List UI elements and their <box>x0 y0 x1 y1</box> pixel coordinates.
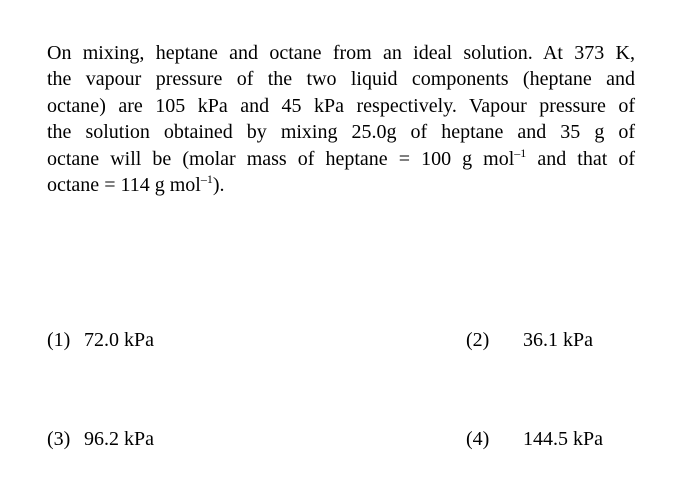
question-line <box>47 172 635 198</box>
question-line: the solution obtained by mixing 25.0g of heptane and 35 g of <box>47 121 635 144</box>
option-number: (3) <box>47 428 71 450</box>
question-line-text: octane will be (molar mass of heptane = 100 g mol <box>47 147 515 170</box>
question-text <box>47 40 635 198</box>
option-number: (4) <box>466 428 490 450</box>
answer-option-2[interactable] <box>466 328 593 352</box>
option-number: (1) <box>47 329 71 351</box>
option-value: 72.0 kPa <box>84 329 154 351</box>
answer-option-1[interactable] <box>47 328 154 352</box>
superscript: –1 <box>514 145 527 160</box>
option-value: 96.2 kPa <box>84 428 154 450</box>
question-line-tail: ). <box>212 174 225 197</box>
question-line: octane) are 105 kPa and 45 kPa respectively. Vapour pressure of <box>47 94 635 117</box>
answer-option-4[interactable] <box>466 427 603 451</box>
superscript: –1 <box>200 172 213 187</box>
question-line: On mixing, heptane and octane from an ideal solution. At 373 K, <box>47 42 635 64</box>
question-line-tail: and that of <box>526 147 635 170</box>
option-value: 144.5 kPa <box>523 428 603 450</box>
question-line <box>47 146 635 172</box>
option-value: 36.1 kPa <box>523 329 593 351</box>
question-line: the vapour pressure of the two liquid components (heptane and <box>47 68 635 91</box>
answer-option-3[interactable] <box>47 427 154 451</box>
question-line-text: octane = 114 g mol <box>47 174 201 197</box>
option-number: (2) <box>466 329 490 351</box>
